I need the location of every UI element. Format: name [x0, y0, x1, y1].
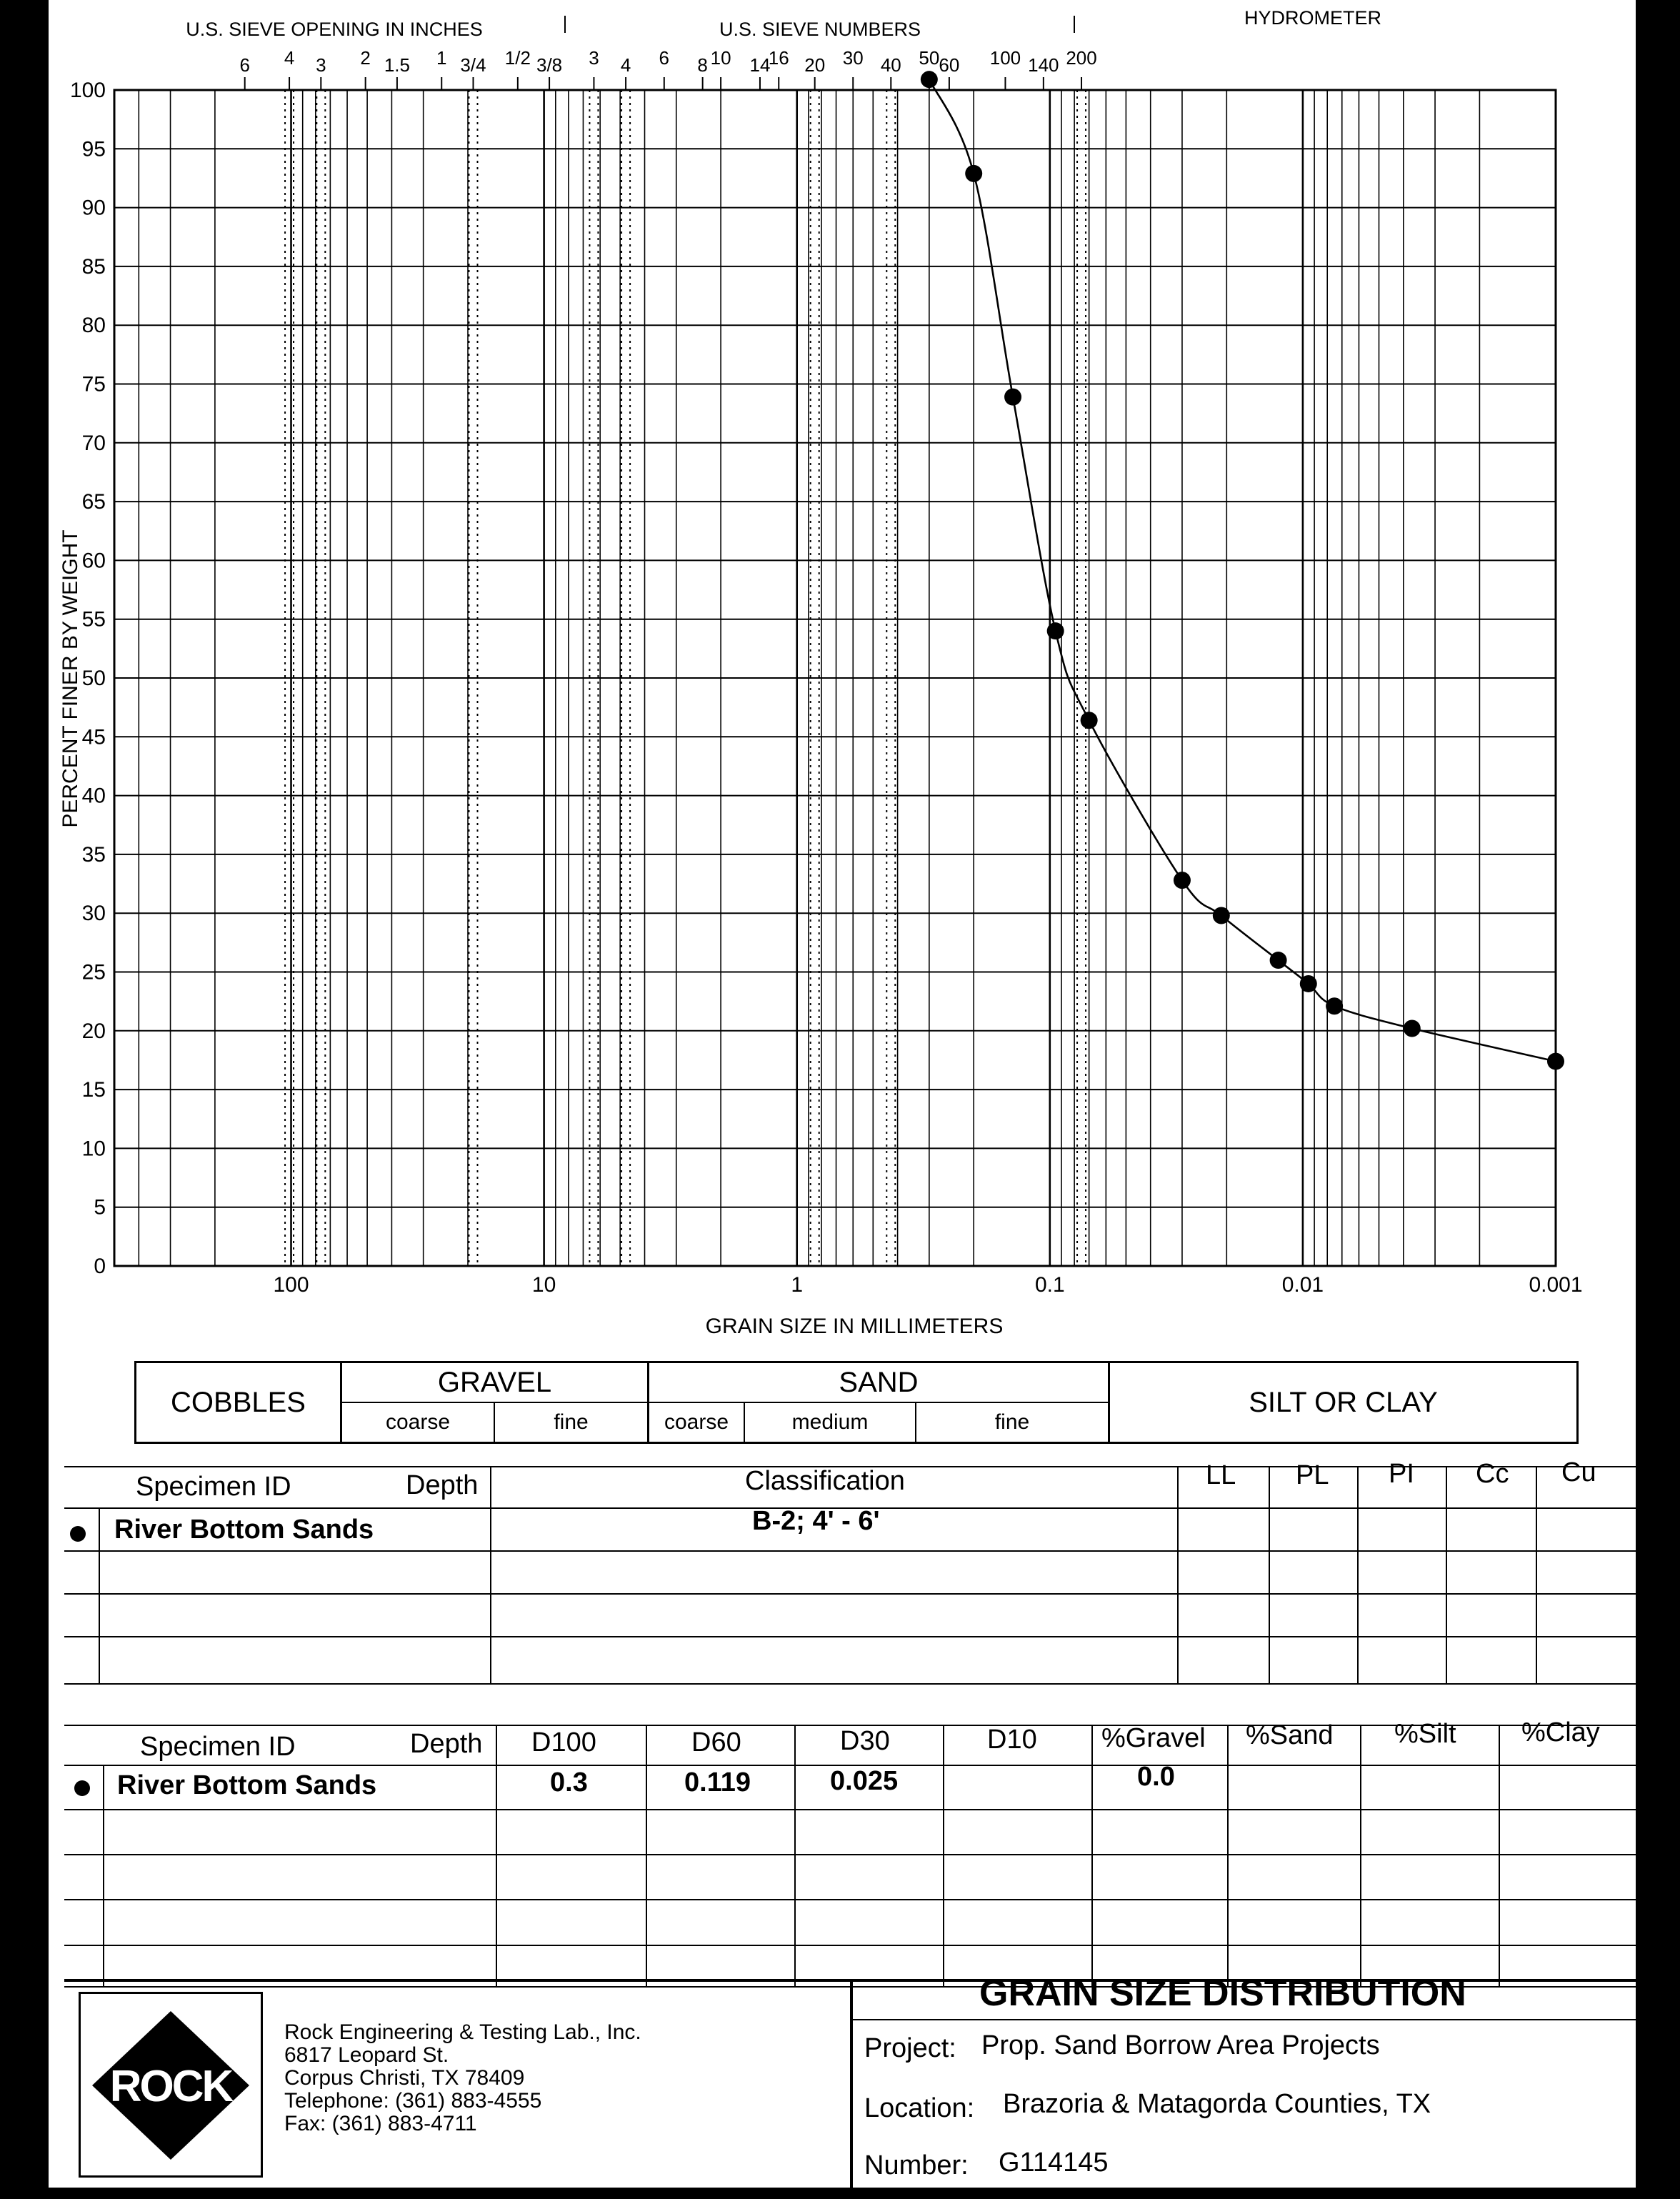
data-point: [921, 71, 938, 88]
y-tick-label: 75: [81, 372, 106, 397]
size-row-d30: 0.025: [830, 1766, 899, 1796]
size-row-specimen-id: River Bottom Sands: [117, 1770, 377, 1800]
sieve-label: 1/2: [504, 47, 531, 69]
sieve-label: 100: [989, 47, 1021, 69]
size-row-d100: 0.3: [550, 1767, 588, 1797]
data-point: [965, 165, 982, 182]
data-point: [1081, 712, 1098, 729]
y-tick-label: 65: [81, 490, 106, 514]
company-logo-box: [79, 1992, 263, 2178]
company-street: 6817 Leopard St.: [284, 2043, 449, 2067]
series-line: [929, 79, 1556, 1061]
y-axis-label: PERCENT FINER BY WEIGHT: [59, 529, 82, 828]
sand-fine-label: fine: [994, 1410, 1030, 1434]
silt-clay-label: SILT OR CLAY: [1249, 1386, 1438, 1418]
class-header-classification: Classification: [745, 1466, 905, 1496]
y-tick-label: 20: [81, 1019, 106, 1043]
sieve-label: 6: [239, 54, 250, 76]
sieve-label: 3/8: [536, 54, 563, 76]
y-tick-label: 35: [81, 842, 106, 867]
logo-text: ROCK: [109, 2062, 232, 2111]
location-value: Brazoria & Matagorda Counties, TX: [1003, 2089, 1431, 2119]
data-point: [1047, 622, 1064, 639]
class-header-cc: Cc: [1476, 1459, 1509, 1489]
y-tick-label: 95: [81, 137, 106, 161]
x-axis-label: GRAIN SIZE IN MILLIMETERS: [705, 1315, 1004, 1338]
sieve-heading: HYDROMETER: [1244, 7, 1382, 29]
sieve-label: 6: [659, 47, 670, 69]
size-row-gravel: 0.0: [1137, 1762, 1175, 1792]
y-tick-label: 85: [81, 254, 106, 279]
size-header-d60: D60: [691, 1727, 741, 1757]
data-point: [1404, 1020, 1421, 1037]
size-header-d30: D30: [840, 1726, 890, 1756]
sieve-heading: U.S. SIEVE NUMBERS: [719, 19, 921, 40]
x-tick-label: 1: [791, 1273, 804, 1297]
sieve-heading: U.S. SIEVE OPENING IN INCHES: [186, 19, 483, 40]
y-tick-label: 5: [94, 1195, 106, 1220]
y-tick-label: 80: [81, 314, 106, 338]
project-value: Prop. Sand Borrow Area Projects: [981, 2030, 1380, 2060]
class-header-cu: Cu: [1561, 1457, 1596, 1487]
y-tick-label: 100: [69, 79, 106, 102]
data-point: [1326, 997, 1343, 1014]
sieve-label: 10: [710, 47, 731, 69]
sieve-label: 60: [939, 54, 960, 76]
sand-coarse-label: coarse: [664, 1410, 729, 1434]
location-label: Location:: [864, 2093, 975, 2123]
size-header-d100: D100: [531, 1727, 596, 1757]
y-tick-label: 50: [81, 667, 106, 690]
sieve-label: 4: [620, 54, 631, 76]
grain-size-chart: [49, 0, 1636, 1357]
size-header-d10: D10: [987, 1725, 1037, 1755]
y-tick-label: 15: [81, 1078, 106, 1102]
report-title: GRAIN SIZE DISTRIBUTION: [979, 1973, 1466, 2014]
data-point: [1174, 872, 1191, 889]
class-row-specimen-id: River Bottom Sands: [114, 1515, 374, 1545]
rock-logo-icon: [81, 1994, 261, 2175]
project-label: Project:: [864, 2033, 956, 2063]
sieve-label: 140: [1028, 54, 1059, 76]
class-header-depth: Depth: [406, 1470, 479, 1500]
data-point: [1270, 952, 1287, 969]
class-header-specimen-id: Specimen ID: [136, 1472, 291, 1502]
number-label: Number:: [864, 2150, 969, 2180]
x-tick-label: 0.001: [1529, 1273, 1583, 1297]
specimen-marker-icon: [74, 1780, 90, 1796]
size-header-gravel: %Gravel: [1101, 1723, 1206, 1753]
sieve-label: 16: [768, 47, 789, 69]
y-tick-label: 55: [81, 607, 106, 632]
sieve-label: 30: [842, 47, 864, 69]
sieve-label: 40: [880, 54, 901, 76]
y-tick-label: 0: [94, 1255, 106, 1278]
x-tick-label: 0.1: [1034, 1273, 1065, 1297]
x-tick-label: 10: [531, 1273, 556, 1297]
class-row-classification: B-2; 4' - 6': [752, 1506, 880, 1536]
y-tick-label: 90: [81, 196, 106, 220]
size-row-d60: 0.119: [684, 1767, 751, 1797]
data-point: [1300, 975, 1317, 992]
cobbles-label: COBBLES: [171, 1386, 306, 1418]
gravel-coarse-label: coarse: [385, 1410, 451, 1434]
sieve-label: 14: [749, 54, 771, 76]
gravel-label: GRAVEL: [437, 1366, 552, 1398]
sieve-label: 4: [284, 47, 295, 69]
data-point: [1213, 907, 1230, 924]
specimen-marker-icon: [70, 1526, 86, 1542]
soil-classification-band: [134, 1361, 1579, 1444]
sieve-label: 3/4: [460, 54, 486, 76]
gravel-fine-label: fine: [554, 1410, 589, 1434]
y-tick-label: 30: [81, 902, 106, 926]
y-tick-label: 25: [81, 960, 106, 984]
sand-label: SAND: [839, 1366, 919, 1398]
number-value: G114145: [999, 2148, 1109, 2178]
y-tick-label: 60: [81, 549, 106, 573]
size-header-sand: %Sand: [1246, 1720, 1334, 1750]
y-tick-label: 70: [81, 431, 106, 455]
company-city: Corpus Christi, TX 78409: [284, 2066, 525, 2090]
x-tick-label: 0.01: [1281, 1273, 1324, 1297]
sieve-label: 20: [804, 54, 826, 76]
size-header-silt: %Silt: [1394, 1719, 1456, 1749]
sieve-label: 1.5: [384, 54, 410, 76]
sieve-label: 200: [1066, 47, 1097, 69]
size-header-clay: %Clay: [1521, 1717, 1600, 1747]
sieve-label: 2: [360, 47, 371, 69]
sieve-label: 50: [919, 47, 940, 69]
size-header-depth: Depth: [410, 1729, 483, 1759]
class-header-ll: LL: [1206, 1460, 1236, 1490]
y-tick-label: 10: [81, 1137, 106, 1161]
company-name: Rock Engineering & Testing Lab., Inc.: [284, 2020, 641, 2044]
company-fax: Fax: (361) 883-4711: [284, 2112, 477, 2135]
data-point: [1547, 1053, 1564, 1070]
class-header-pi: PI: [1389, 1459, 1414, 1489]
sand-medium-label: medium: [791, 1410, 869, 1434]
report-sheet: [49, 0, 1636, 2188]
y-tick-label: 40: [81, 784, 106, 808]
y-tick-label: 45: [81, 725, 106, 749]
size-header-specimen-id: Specimen ID: [140, 1732, 296, 1762]
class-header-pl: PL: [1296, 1460, 1329, 1490]
company-telephone: Telephone: (361) 883-4555: [284, 2089, 542, 2113]
sieve-label: 8: [697, 54, 708, 76]
x-tick-label: 100: [273, 1273, 309, 1297]
data-point: [1004, 389, 1021, 406]
sieve-label: 3: [316, 54, 326, 76]
sieve-label: 1: [436, 47, 447, 69]
sieve-label: 3: [589, 47, 599, 69]
